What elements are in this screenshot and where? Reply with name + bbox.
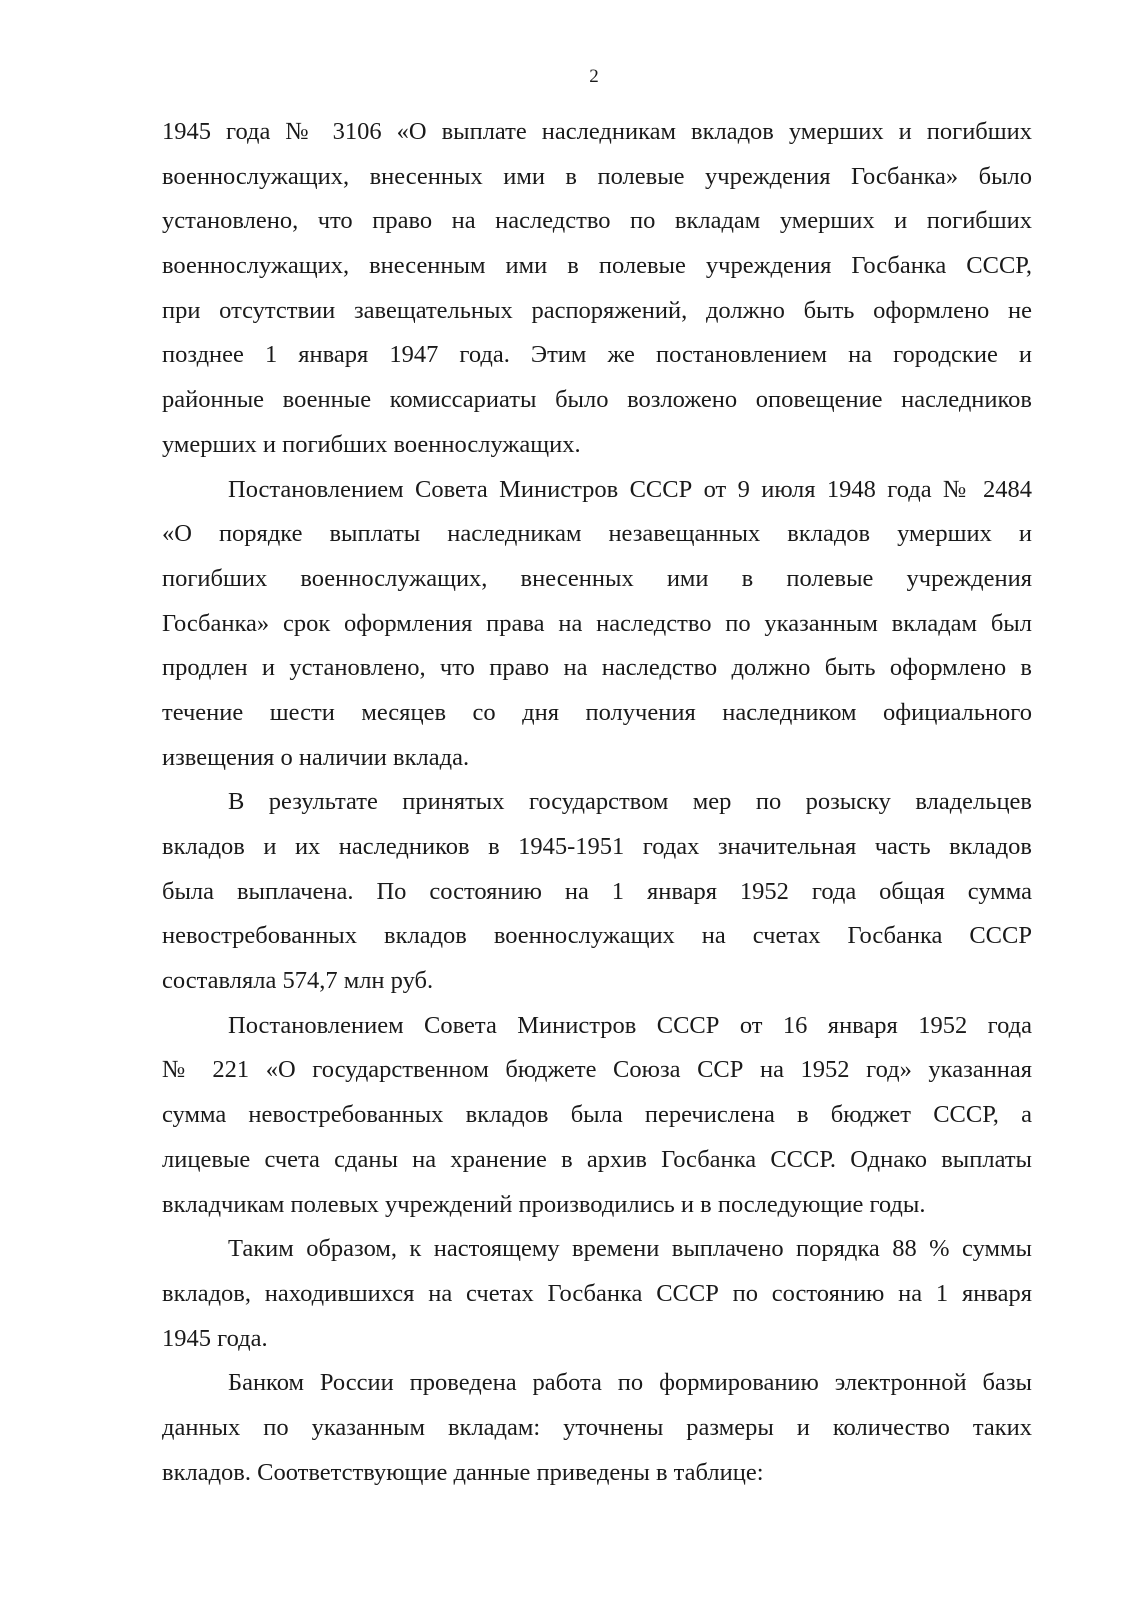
page-number: 2 [589,66,599,87]
document-body [162,110,1032,1495]
text-line: продлен и установлено, что право на наследство должно быть оформлено в [162,654,1032,682]
text-line: военнослужащих, внесенным ими в полевые учреждения Госбанка СССР, [162,252,1032,280]
text-line: вкладов и их наследников в 1945-1951 годах значительная часть вкладов [162,833,1032,860]
text-line: сумма невостребованных вкладов была перечислена в бюджет СССР, а [162,1101,1032,1129]
text-line: умерших и погибших военнослужащих. [162,430,581,458]
text-line: вкладов. Соответствующие данные приведены в таблице: [162,1458,764,1486]
paragraph [162,1227,1032,1361]
paragraph [162,1004,1032,1227]
text-line: составляла 574,7 млн руб. [162,967,434,995]
paragraph [162,780,1032,1003]
text-line: 1945 года. [162,1324,268,1352]
text-line: Банком России проведена работа по формированию электронной базы [228,1369,1032,1397]
text-line: извещения о наличии вклада. [162,743,470,771]
text-line: погибших военнослужащих, внесенных ими в полевые учреждения [162,564,1032,592]
text-line: вкладчикам полевых учреждений производились и в последующие годы. [162,1190,926,1218]
text-line: при отсутствии завещательных распоряжений, должно быть оформлено не [162,296,1032,324]
text-line: установлено, что право на наследство по вкладам умерших и погибших [162,207,1032,235]
paragraph [162,1361,1032,1495]
text-line: В результате принятых государством мер по розыску владельцев [228,788,1032,816]
paragraph [162,468,1032,781]
text-line: была выплачена. По состоянию на 1 января 1952 года общая сумма [162,877,1032,905]
text-line: Постановлением Совета Министров СССР от 16 января 1952 года [228,1011,1032,1039]
text-line: районные военные комиссариаты было возложено оповещение наследников [162,386,1032,414]
text-line: 1945 года № 3106 «О выплате наследникам вкладов умерших и погибших [162,118,1032,145]
text-line: Госбанка» срок оформления права на наследство по указанным вкладам был [162,609,1032,637]
text-line: военнослужащих, внесенных ими в полевые учреждения Госбанка» было [162,162,1032,190]
text-line: «О порядке выплаты наследникам незавещанных вкладов умерших и [162,520,1032,548]
text-line: данных по указанным вкладам: уточнены размеры и количество таких [162,1413,1032,1441]
paragraph [162,110,1032,468]
text-line: невостребованных вкладов военнослужащих на счетах Госбанка СССР [162,922,1032,950]
text-line: № 221 «О государственном бюджете Союза ССР на 1952 год» указанная [162,1056,1032,1084]
text-line: Таким образом, к настоящему времени выплачено порядка 88 % суммы [228,1235,1032,1263]
text-line: лицевые счета сданы на хранение в архив Госбанка СССР. Однако выплаты [162,1145,1032,1173]
text-line: Постановлением Совета Министров СССР от 9 июля 1948 года № 2484 [228,475,1032,503]
text-line: течение шести месяцев со дня получения наследником официального [162,698,1032,726]
text-line: позднее 1 января 1947 года. Этим же постановлением на городские и [162,341,1032,369]
text-line: вкладов, находившихся на счетах Госбанка СССР по состоянию на 1 января [162,1279,1032,1307]
